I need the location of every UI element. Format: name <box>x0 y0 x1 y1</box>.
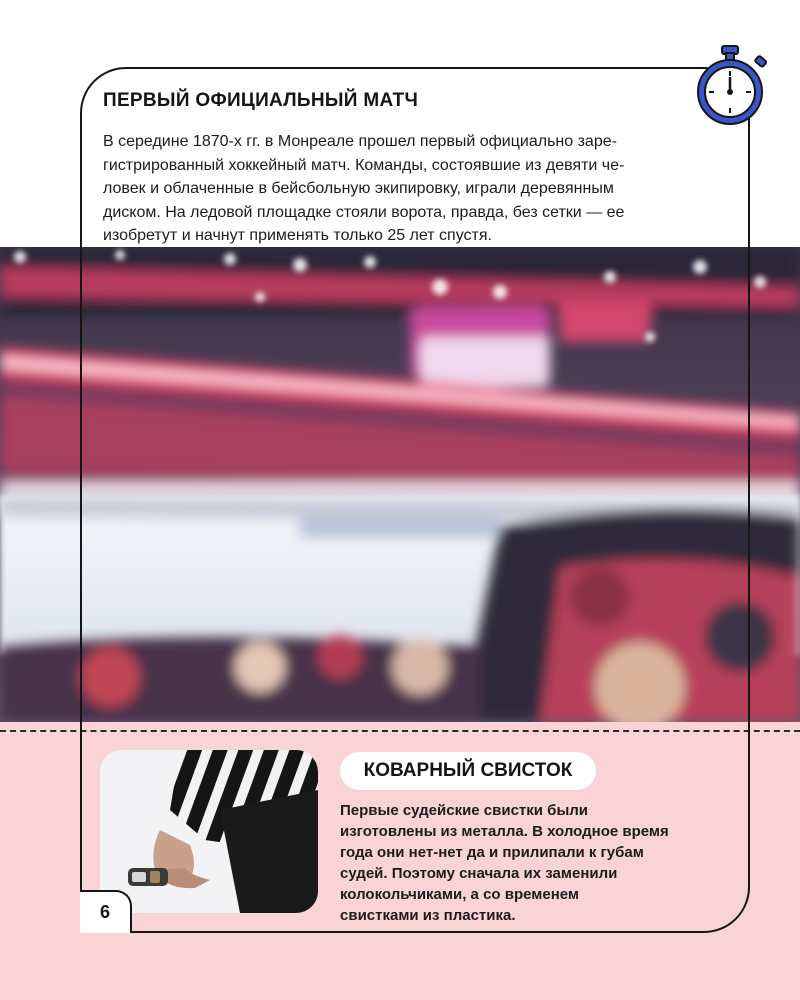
main-title: ПЕРВЫЙ ОФИЦИАЛЬНЫЙ МАТЧ <box>103 90 419 111</box>
main-paragraph <box>103 130 728 248</box>
sidebar-line: года они нет-нет да и прилипали к губам <box>340 844 644 861</box>
page-number: 6 <box>80 890 132 933</box>
sidebar-title: КОВАРНЫЙ СВИСТОК <box>340 752 596 790</box>
sidebar-line: судей. Поэтому сначала их заменили <box>340 865 618 882</box>
sidebar-line: свистками из пластика. <box>340 907 516 924</box>
paragraph-line: гистрированный хоккейный матч. Команды, состоявшие из девяти че- <box>103 156 625 174</box>
paragraph-line: изобретут и начнут применять только 25 лет спустя. <box>103 227 492 244</box>
sidebar-paragraph <box>340 800 740 926</box>
sidebar-line: колокольчиками, а со временем <box>340 886 580 903</box>
paragraph-line: ловек и облаченные в бейсбольную экипировку, играли деревянным <box>103 180 614 197</box>
sidebar-line: Первые судейские свистки были <box>340 802 588 819</box>
paragraph-line: диском. На ледовой площадке стояли ворота, правда, без сетки — ее <box>103 203 625 221</box>
referee-whistle-photo <box>100 750 318 913</box>
sidebar-line: изготовлены из металла. В холодное время <box>340 823 669 840</box>
paragraph-line: В середине 1870-х гг. в Монреале прошел первый официально заре- <box>103 133 617 150</box>
stopwatch-icon <box>688 44 772 133</box>
